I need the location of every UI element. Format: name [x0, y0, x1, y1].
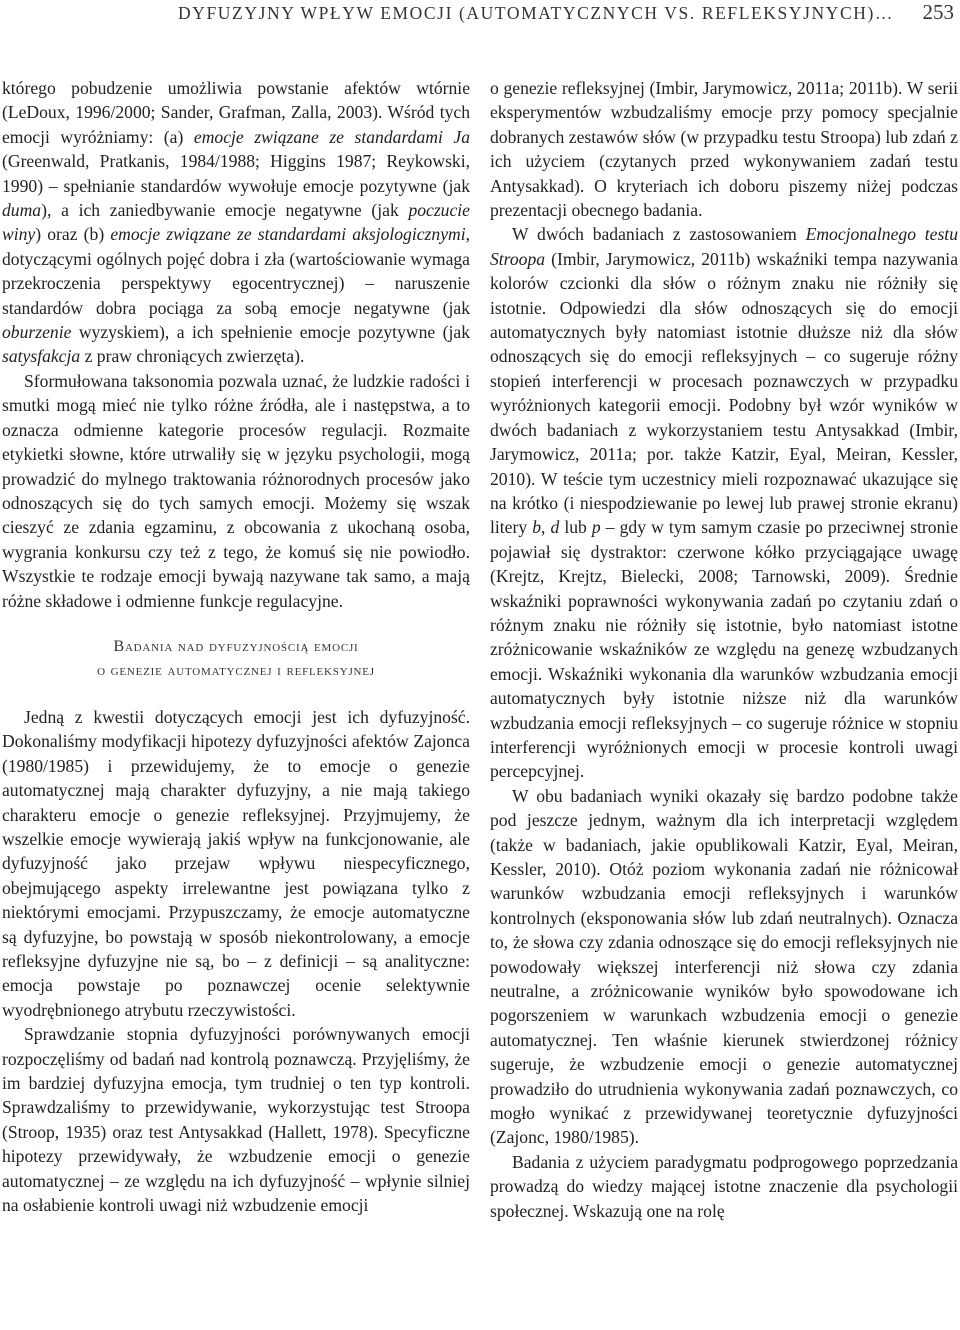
- running-header: [0, 0, 960, 30]
- italic-term: oburzenie: [2, 322, 72, 343]
- paragraph: [2, 76, 470, 369]
- paragraph: Badania z użyciem paradygmatu podprogowego poprzedzania prowadzą do wiedzy mającej istotne znaczenie dla psychologii społecznej. Wskazują one na rolę: [490, 1151, 958, 1221]
- right-column: [490, 76, 958, 1223]
- italic-term: satysfakcja: [2, 346, 81, 367]
- text-run: – gdy w tym samym czasie po przeciwnej stronie pojawiał się dystraktor: czerwone kółko przyciągające uwagę (Krejtz, Krejtz, Bielecki, 2008; Tarnowski, 2009). Średnie wskaźniki poprawności wykonywania zadań po czytaniu zdań o różnym znaku nie różniły się istotnie, było natomiast istotne zróżnicowanie wskaźników ze względu na genezę wzbudzanych emocji. Wskaźniki wykonania dla warunków wzbudzania emocji automatycznych były istotnie niższe niż dla warunków wzbudzania emocji refleksyjnych – co sugeruje różnice w stopniu interferencji wyróżnionych emocji w procesie kontroli uwagi percepcyjnej.: [490, 517, 959, 782]
- text-run: wyzyskiem), a ich spełnienie emocje pozytywne (jak: [71, 322, 470, 343]
- text-run: lub: [559, 517, 592, 538]
- italic-term: emocje związane ze standardami Ja: [193, 126, 470, 147]
- italic-term: d: [550, 517, 560, 538]
- text-run: ), a ich zaniedbywanie emocje negatywne (jak: [41, 200, 409, 221]
- italic-term: duma: [2, 200, 42, 221]
- italic-term: poczucie winy: [2, 200, 470, 245]
- text-run: ) oraz (b): [35, 224, 111, 245]
- text-run: W dwóch badaniach z zastosowaniem: [512, 224, 806, 245]
- paragraph: o genezie refleksyjnej (Imbir, Jarymowicz, 2011a; 2011b). W serii eksperymentów wzbudzaliśmy emocje przy pomocy specjalnie dobranych zestawów słów (w przypadku testu Stroopa) lub zdań z ich użyciem (czytanych przed wykonywaniem zadań testu Antysakkad). O kryteriach ich doboru piszemy niżej podczas prezentacji obecnego badania.: [490, 78, 958, 221]
- text-run: ,: [541, 517, 551, 538]
- paragraph: W obu badaniach wyniki okazały się bardzo podobne także pod jeszcze jednym, ważnym dla ich interpretacji względem (także w badaniach, jakie opublikowali Katzir, Eyal, Meiran, Kessler, 2010). Otóż poziom wykonania zadań nie różnicował warunków wzbudzania emocji refleksyjnych i warunków kontrolnych (eksponowania słów lub zdań neutralnych). Oznacza to, że słowa czy zdania odnoszące się do emocji refleksyjnych nie powodowały większej interferencji niż słowa czy zdania neutralne, a zróżnicowanie wyników było spowodowane ich pogorszeniem w warunkach wzbudzenia emocji o genezie automatycznej. Ten właśnie kierunek stwierdzonej różnicy sugeruje, że wzbudzenie emocji o genezie automatycznej prowadziło do utrudnienia wykonywania zadań poznawczych, co mogło wynikać z przewidywanej teoretycznie dyfuzyjności (Zajonc, 1980/1985).: [490, 785, 958, 1148]
- italic-term: Emocjonalnego testu Stroopa: [490, 224, 958, 269]
- paragraph: Sprawdzanie stopnia dyfuzyjności porównywanych emocji rozpoczęliśmy od badań nad kontrolą poznawczą. Przyjęliśmy, że im bardziej dyfuzyjna emocja, tym trudniej o ten typ kontroli. Sprawdzaliśmy to przewidywanie, wykorzystując test Stroopa (Stroop, 1935) oraz test Antysakkad (Hallett, 1978). Specyficzne hipotezy przewidywały, że wzbudzenie emocji o genezie automatycznej – ze względu na ich dyfuzyjność – wpłynie silniej na osłabienie kontroli uwagi niż wzbudzenie emocji: [2, 1024, 470, 1216]
- text-run: (Greenwald, Pratkanis, 1984/1988; Higgins 1987; Reykowski, 1990) – spełnianie standardów wywołuje emocje pozytywne (jak: [2, 151, 470, 196]
- text-run: z praw chroniących zwierzęta).: [80, 346, 305, 367]
- text-run: , dotyczącymi ogólnych pojęć dobra i zła (wartościowanie wymaga przekroczenia perspektywy egocentrycznej) – naruszenie standardów dobra pociąga za sobą emocje negatywne (jak: [2, 224, 471, 318]
- italic-term: emocje związane ze standardami aksjologicznymi: [110, 224, 466, 245]
- italic-term: p: [591, 517, 601, 538]
- section-heading: [2, 635, 470, 683]
- left-column: [2, 76, 470, 1217]
- paragraph: Sformułowana taksonomia pozwala uznać, że ludzkie radości i smutki mogą mieć nie tylko różne źródła, ale i następstwa, a to oznacza odmienne kategorie procesów regulacji. Rozmaite etykietki słowne, które utrwaliły się w języku psychologii, mogą prowadzić do mylnego traktowania różnorodnych procesów jako odnoszących się do tych samych emocji. Możemy się wszak cieszyć ze zdania egzaminu, z obcowania z ukochaną osoba, wygrania konkursu czy też z tego, że komuś się nie powiodło. Wszystkie te rodzaje emocji bywają nazywane tak samo, a mają różne składowe i odmienne funkcje regulacyjne.: [2, 370, 470, 611]
- page-number: 253: [922, 0, 954, 24]
- section-heading-line: Badania nad dyfuzyjnością emocji: [113, 637, 359, 655]
- paragraph: [490, 222, 958, 783]
- paragraph: Jedną z kwestii dotyczących emocji jest ich dyfuzyjność. Dokonaliśmy modyfikacji hipotezy dyfuzyjności afektów Zajonca (1980/1985) i przewidujemy, że to emocje o genezie automatycznej mają charakter dyfuzyjny, a nie mają takiego charakteru emocje o genezie refleksyjnej. Przyjmujemy, że wszelkie emocje wywierają jakiś wpływ na funkcjonowanie, ale dyfuzyjność jako przejaw wpływu niespecyficznego, obejmującego aspekty irrelewantne jest powiązana tylko z niektórymi emocjami. Przypuszczamy, że emocje automatyczne są dyfuzyjne, bo powstają w sposób niekontrolowany, a emocje refleksyjne dyfuzyjne nie są, bo – z definicji – są analityczne: emocja powstaje po poznawczej ocenie selektywnie wyodrębnionego atrybutu rzeczywistości.: [2, 706, 470, 1020]
- italic-term: b: [532, 517, 541, 538]
- text-run: którego pobudzenie umożliwia powstanie afektów wtórnie (LeDoux, 1996/2000; Sander, Grafman, Zalla, 2003). Wśród tych emocji wyróżniamy: (a): [2, 78, 470, 147]
- running-title: DYFUZYJNY WPŁYW EMOCJI (AUTOMATYCZNYCH VS. REFLEKSYJNYCH)…: [178, 3, 895, 23]
- text-run: (Imbir, Jarymowicz, 2011b) wskaźniki tempa nazywania kolorów czcionki dla słów o różnym znaku nie różniły się istotnie. Odpowiedzi dla słów odnoszących się do emocji automatycznych były natomiast istotnie dłuższe niż dla słów odnoszących się do emocji refleksyjnych – co sugeruje różny stopień interferencji w procesach poznawczych w przypadku wyróżnionych kategorii emocji. Podobny był wzór wyników w dwóch badaniach z wykorzystaniem testu Antysakkad (Imbir, Jarymowicz, 2011a; por. także Katzir, Eyal, Meiran, Kessler, 2010). W teście tym uczestnicy mieli rozpoznawać ukazujące się na krótko (i niespodziewanie po lewej lub prawej stronie ekranu) litery: [490, 248, 958, 538]
- section-heading-line: o genezie automatycznej i refleksyjnej: [97, 661, 375, 679]
